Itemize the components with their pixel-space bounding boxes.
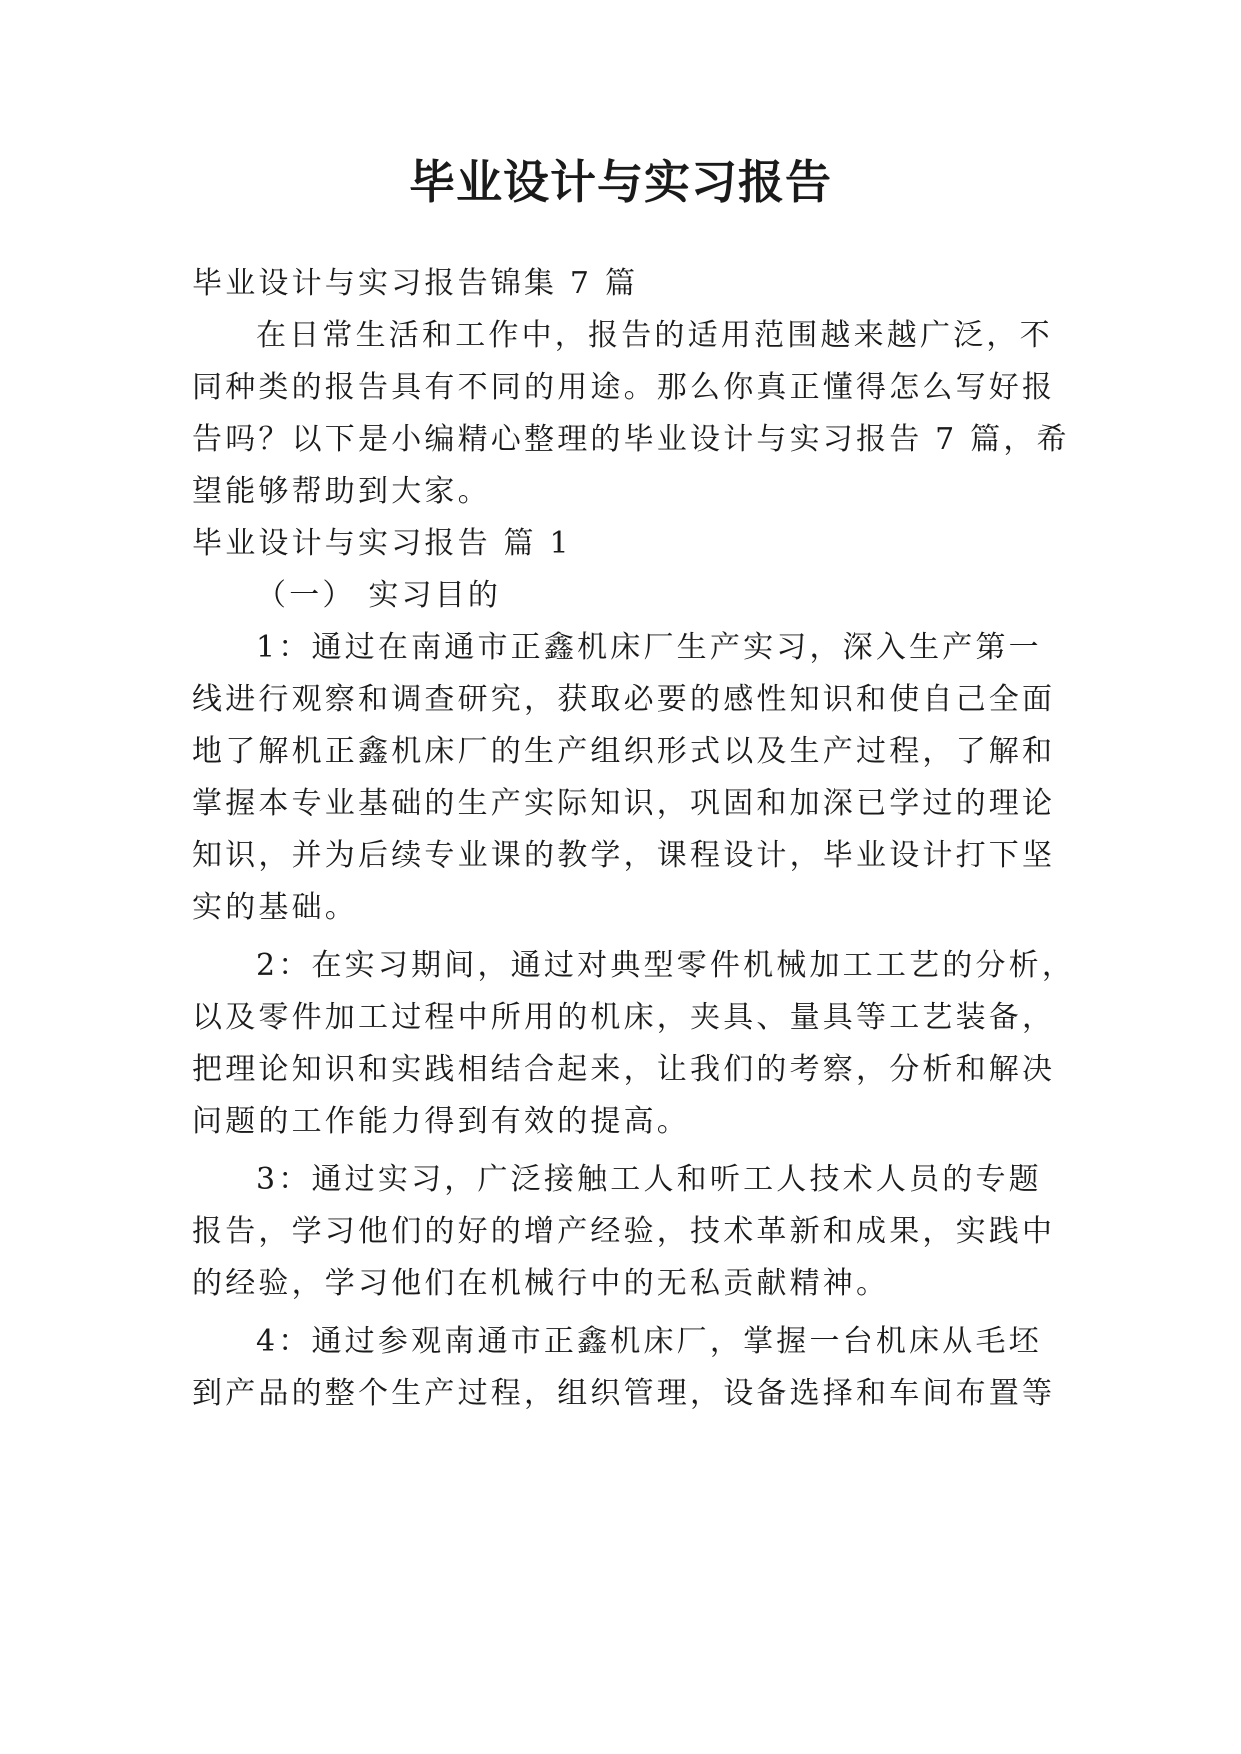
intro-paragraph-line: 望能够帮助到大家。 (192, 474, 491, 509)
paragraph-line: 3：通过实习，广泛接触工人和听工人技术人员的专题 (256, 1162, 1042, 1197)
paragraph-line: 问题的工作能力得到有效的提高。 (192, 1104, 690, 1139)
intro-paragraph-line: 告吗？以下是小编精心整理的毕业设计与实习报告 7 篇，希 (192, 422, 1070, 457)
paragraph-line: 知识，并为后续专业课的教学，课程设计，毕业设计打下坚 (192, 838, 1056, 873)
paragraph-line: 2：在实习期间，通过对典型零件机械加工工艺的分析， (256, 948, 1076, 983)
intro-paragraph-line: 同种类的报告具有不同的用途。那么你真正懂得怎么写好报 (192, 370, 1056, 405)
paragraph-line: 报告，学习他们的好的增产经验，技术革新和成果，实践中 (192, 1214, 1056, 1249)
paragraph-line: 把理论知识和实践相结合起来，让我们的考察，分析和解决 (192, 1052, 1056, 1087)
paragraph-line: 实的基础。 (192, 890, 358, 925)
paragraph-line: 线进行观察和调查研究，获取必要的感性知识和使自己全面 (192, 682, 1056, 717)
subsection-heading: （一） 实习目的 (256, 578, 502, 613)
paragraph-line: 以及零件加工过程中所用的机床，夹具、量具等工艺装备， (192, 1000, 1056, 1035)
collection-heading: 毕业设计与实习报告锦集 7 篇 (192, 266, 639, 301)
paragraph-line: 4：通过参观南通市正鑫机床厂，掌握一台机床从毛坯 (256, 1324, 1042, 1359)
paragraph-line: 1：通过在南通市正鑫机床厂生产实习，深入生产第一 (256, 630, 1042, 665)
section-heading: 毕业设计与实习报告 篇 1 (192, 526, 572, 561)
paragraph-line: 地了解机正鑫机床厂的生产组织形式以及生产过程，了解和 (192, 734, 1056, 769)
paragraph-line: 到产品的整个生产过程，组织管理，设备选择和车间布置等 (192, 1376, 1056, 1411)
intro-paragraph-line: 在日常生活和工作中，报告的适用范围越来越广泛，不 (256, 318, 1053, 353)
paragraph-line: 掌握本专业基础的生产实际知识，巩固和加深已学过的理论 (192, 786, 1056, 821)
paragraph-line: 的经验，学习他们在机械行中的无私贡献精神。 (192, 1266, 890, 1301)
document-title: 毕业设计与实习报告 (409, 155, 832, 209)
